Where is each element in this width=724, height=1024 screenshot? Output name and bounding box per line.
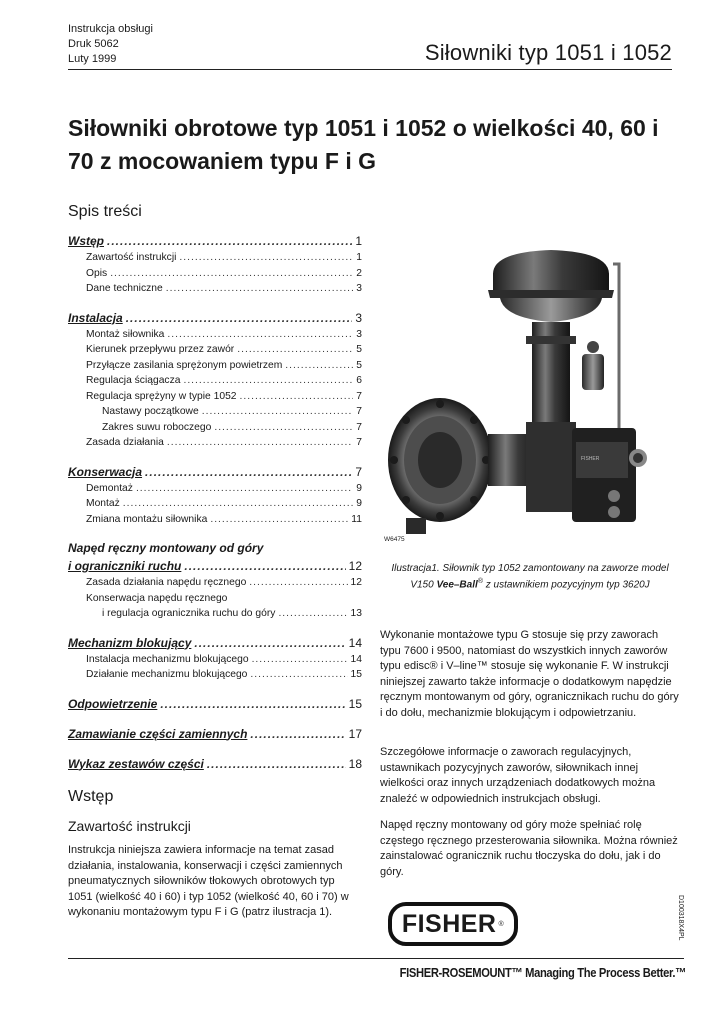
toc-entry[interactable]	[68, 667, 362, 683]
toc-entry-label: Zasada działania napędu ręcznego	[86, 577, 247, 588]
toc-entry-page: 2	[356, 267, 362, 279]
toc-entry-page: 3	[356, 328, 362, 340]
toc-leader-dots	[184, 557, 345, 575]
toc-entry[interactable]	[68, 435, 362, 451]
actuator-photo	[376, 242, 676, 542]
toc-entry-label: Działanie mechanizmu blokującego	[86, 669, 248, 680]
toc-group-gap	[68, 622, 362, 634]
toc-entry[interactable]	[68, 389, 362, 405]
toc-leader-dots	[250, 725, 345, 743]
toc-leader-dots	[126, 309, 353, 327]
toc-entry-page: 1	[356, 252, 362, 263]
toc-entry[interactable]	[68, 250, 362, 266]
page-title: Siłowniki obrotowe typ 1051 i 1052 o wielkości 40, 60 i 70 z mocowaniem typu F i G	[68, 115, 659, 174]
meta-line-date: Luty 1999	[68, 53, 117, 65]
toc-entry-page: 13	[350, 608, 362, 619]
toc-entry[interactable]	[68, 281, 362, 297]
toc-entry-page: 7	[356, 421, 362, 433]
toc-entry-label: Montaż siłownika	[86, 328, 165, 340]
toc-entry-page: 7	[356, 406, 362, 417]
toc-leader-dots	[237, 342, 353, 358]
toc-entry-page: 5	[356, 359, 362, 371]
toc-entry-page: 3	[356, 283, 362, 294]
toc-leader-dots	[250, 667, 347, 683]
footer-brand: FISHER-ROSEMOUNT™ Managing The Process Better.™	[399, 965, 686, 980]
toc-leader-dots	[202, 404, 354, 420]
toc-entry-label: Napęd ręczny montowany od góry	[68, 541, 264, 555]
toc-group-gap	[68, 451, 362, 463]
toc-entry-label: Konserwacja napędu ręcznego	[86, 592, 228, 604]
toc-entry-page: 12	[348, 559, 362, 573]
toc-group-gap	[68, 713, 362, 725]
toc-leader-dots	[107, 232, 352, 250]
toc-leader-dots	[179, 250, 353, 266]
toc-entry-label: Wykaz zestawów części	[68, 756, 204, 771]
toc-entry-page: 7	[356, 437, 362, 448]
toc-entry-label: Regulacja sprężyny w typie 1052	[86, 390, 237, 402]
toc-leader-dots	[278, 606, 347, 622]
toc-leader-dots	[249, 575, 347, 591]
toc-heading: Spis treści	[68, 203, 142, 220]
toc-entry-page: 1	[355, 234, 362, 248]
toc-leader-dots	[194, 634, 345, 652]
svg-text:FISHER: FISHER	[581, 456, 600, 462]
toc-entry-label: Opis	[86, 267, 108, 279]
toc-entry-label: Odpowietrzenie	[68, 696, 158, 711]
toc-leader-dots	[252, 652, 348, 668]
toc-entry-page: 3	[355, 310, 362, 325]
header-title: Siłowniki typ 1051 i 1052	[424, 40, 672, 65]
toc-group-gap	[68, 683, 362, 695]
toc-entry[interactable]	[68, 634, 362, 652]
toc-entry-label: Instalacja	[68, 310, 123, 325]
toc-group-gap	[68, 297, 362, 309]
toc-entry-label: Konserwacja	[68, 464, 143, 479]
toc-entry-label: Montaż	[86, 498, 120, 509]
subsection-heading-contents: Zawartość instrukcji	[68, 818, 191, 834]
caption-text-end: z ustawnikiem pozycyjnym typ 3620J	[482, 579, 650, 591]
toc-entry[interactable]	[68, 496, 362, 512]
caption-text-start: Ilustracja1. Siłownik typ 1052 zamontowany na zaworze model V150	[391, 563, 669, 591]
footer-rule	[68, 958, 684, 959]
toc-entry[interactable]	[68, 327, 362, 343]
toc-entry[interactable]	[68, 591, 362, 607]
toc-leader-dots	[240, 389, 354, 405]
document-code: D100318X4PL	[677, 895, 684, 941]
toc-entry[interactable]	[68, 652, 362, 668]
toc-entry-label: Wstęp	[68, 234, 104, 248]
toc-entry[interactable]	[68, 539, 362, 557]
toc-entry[interactable]	[68, 481, 362, 497]
toc-entry-page: 15	[350, 669, 362, 680]
meta-line-manual: Instrukcja obsługi	[68, 23, 153, 35]
toc-entry-label: Kierunek przepływu przez zawór	[86, 344, 235, 355]
intro-paragraph: Instrukcja niniejsza zawiera informacje na temat zasad działania, instalowania, konserwacji i części zamiennych pneumatycznych siłowników tłokowych obrotowych typ 1051 (wielkość 40 i 60) i typ 1052 (wielkość 40, 60 i 70) w wykonaniu montażowym typu F i G (patrz ilustracja 1).	[68, 844, 349, 919]
toc-entry-label: i ograniczniki ruchu	[68, 559, 182, 573]
toc-entry-label: Zawartość instrukcji	[86, 252, 177, 263]
toc-leader-dots	[210, 512, 348, 528]
toc-entry[interactable]	[68, 420, 362, 436]
toc-entry-label: i regulacja ogranicznika ruchu do góry	[102, 608, 276, 619]
caption-brand: Vee–Ball	[436, 579, 478, 591]
table-of-contents	[68, 232, 362, 773]
toc-leader-dots	[145, 463, 352, 481]
header-rule	[68, 69, 672, 70]
toc-entry-page: 14	[350, 653, 362, 665]
toc-entry-page: 15	[348, 696, 362, 711]
toc-entry-label: Zamawianie części zamiennych	[68, 726, 248, 741]
toc-entry-label: Regulacja ściągacza	[86, 375, 181, 386]
figure-caption	[384, 562, 676, 591]
paragraph-handwheel: Napęd ręczny montowany od góry może spełniać rolę częstego ręcznego przesterowania siłownika. Można również zainstalować ogranicznik ruchu tłoczyska do dołu, jak i do góry.	[380, 819, 678, 878]
toc-entry[interactable]	[68, 695, 362, 713]
toc-leader-dots	[160, 695, 345, 713]
toc-entry-label: Mechanizm blokujący	[68, 635, 192, 650]
toc-entry[interactable]	[68, 309, 362, 327]
toc-entry[interactable]	[68, 512, 362, 528]
paragraph-more-info: Szczegółowe informacje o zaworach regulacyjnych, ustawnikach pozycyjnych zaworów, siłownikach innej wielkości oraz innych urządzeniach dodatkowych można znaleźć w odpowiednich instrukcjach obsługi.	[380, 746, 656, 805]
paragraph-mounting-types: Wykonanie montażowe typu G stosuje się przy zaworach typu 7600 i 9500, natomiast do wszystkich innych zaworów typu edisc® i V–line™ stosuje się wykonanie F. W instrukcji niniejszej zawarto także informacje o dodatkowym napędzie ręcznym montowanym od góry, ogranicznikach ruchu do góry i do dołu, mechanizmie blokującym i odpowietrzaniu.	[380, 629, 679, 719]
toc-leader-dots	[285, 358, 353, 374]
toc-leader-dots	[167, 435, 353, 451]
toc-entry-label: Przyłącze zasilania sprężonym powietrzem	[86, 359, 283, 371]
caption-reg-mark: ®	[477, 578, 483, 585]
toc-entry[interactable]	[68, 358, 362, 374]
fisher-logo	[388, 902, 518, 946]
logo-text: FISHER	[401, 909, 497, 938]
toc-entry-label: Zakres suwu roboczego	[102, 421, 212, 433]
toc-entry-page: 5	[356, 344, 362, 355]
toc-leader-dots	[110, 266, 353, 282]
toc-entry[interactable]	[68, 342, 362, 358]
toc-entry-page: 17	[348, 726, 362, 741]
toc-leader-dots	[207, 755, 346, 773]
toc-entry[interactable]	[68, 373, 362, 389]
toc-entry-page: 9	[356, 498, 362, 509]
toc-leader-dots	[123, 496, 353, 512]
toc-leader-dots	[214, 420, 353, 436]
toc-entry-page: 14	[348, 635, 362, 650]
meta-line-print: Druk 5062	[68, 38, 119, 50]
toc-leader-dots	[183, 373, 353, 389]
toc-entry[interactable]	[68, 266, 362, 282]
toc-entry-label: Nastawy początkowe	[102, 406, 199, 417]
toc-entry-label: Dane techniczne	[86, 283, 163, 294]
toc-entry-page: 6	[356, 375, 362, 386]
toc-entry-label: Zmiana montażu siłownika	[86, 513, 208, 525]
figure-code: W6475	[384, 536, 405, 543]
toc-group-gap	[68, 743, 362, 755]
toc-entry-page: 11	[351, 513, 362, 525]
toc-entry[interactable]	[68, 232, 362, 250]
toc-entry-label: Demontaż	[86, 482, 133, 494]
document-meta	[68, 22, 153, 67]
toc-entry-page: 18	[348, 756, 362, 771]
section-heading-intro: Wstęp	[68, 788, 114, 805]
toc-leader-dots	[136, 481, 353, 497]
toc-entry[interactable]	[68, 404, 362, 420]
toc-entry[interactable]	[68, 557, 362, 575]
toc-leader-dots	[167, 327, 353, 343]
toc-entry[interactable]	[68, 725, 362, 743]
toc-entry[interactable]	[68, 755, 362, 773]
toc-entry-page: 9	[356, 482, 362, 494]
toc-leader-dots	[166, 281, 354, 297]
logo-reg-mark: ®	[498, 920, 505, 928]
toc-entry-page: 12	[350, 577, 362, 588]
toc-entry-page: 7	[356, 390, 362, 402]
toc-entry[interactable]	[68, 463, 362, 481]
toc-group-gap	[68, 527, 362, 539]
toc-entry-label: Zasada działania	[86, 437, 164, 448]
toc-entry-page: 7	[355, 464, 362, 479]
toc-entry[interactable]	[68, 606, 362, 622]
toc-entry-label: Instalacja mechanizmu blokującego	[86, 653, 249, 665]
toc-entry[interactable]	[68, 575, 362, 591]
